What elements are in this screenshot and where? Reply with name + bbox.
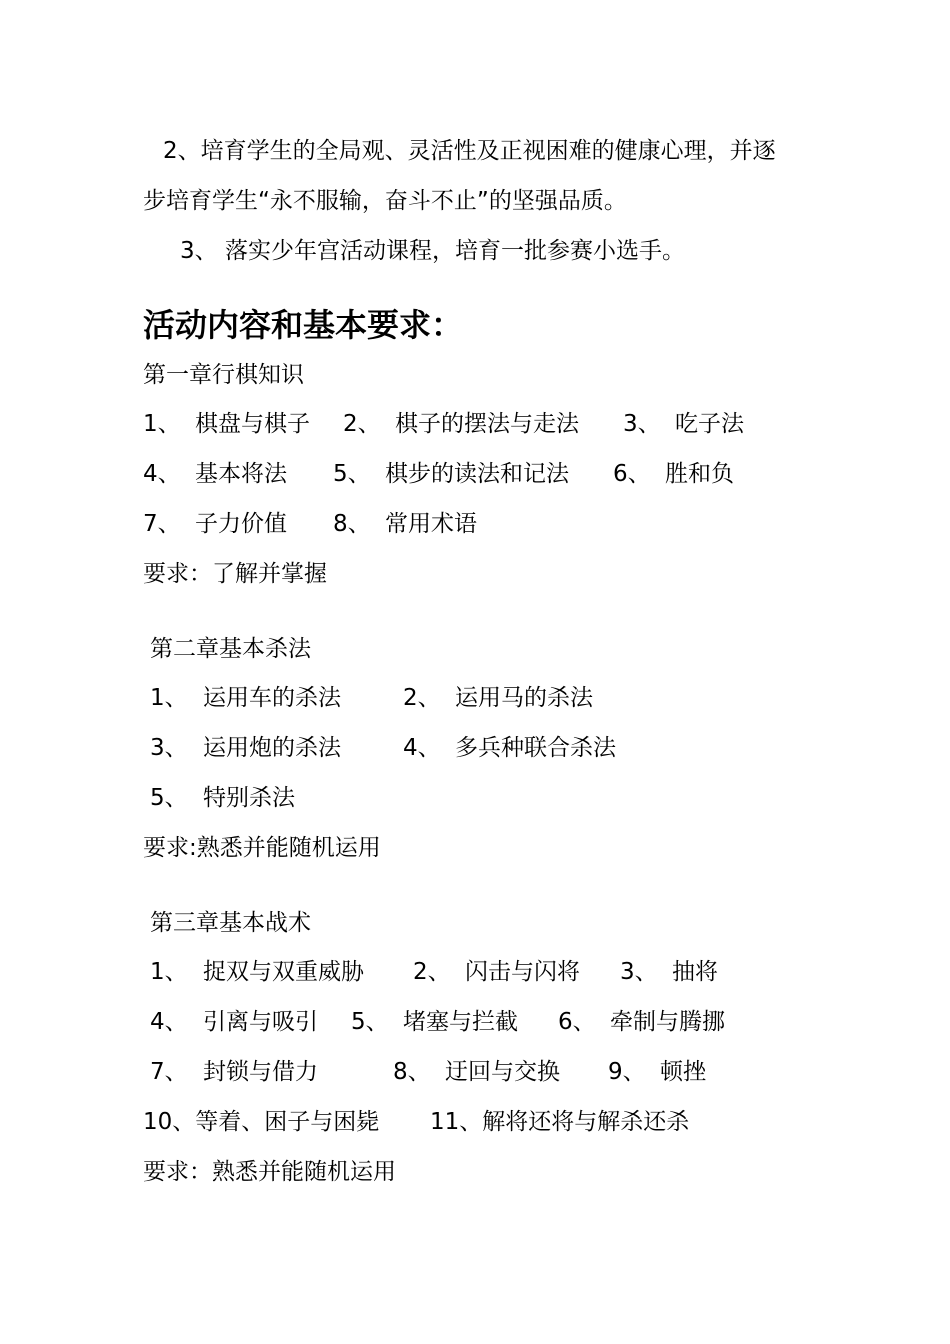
chapter-3-title: 第三章基本战术 bbox=[150, 910, 311, 936]
chapter-1-title: 第一章行棋知识 bbox=[143, 362, 304, 388]
list-item-number: 5、 bbox=[333, 461, 371, 487]
list-item: 常用术语 bbox=[385, 511, 477, 537]
list-item: 捉双与双重威胁 bbox=[203, 959, 364, 985]
list-item: 11、解将还将与解杀还杀 bbox=[430, 1109, 690, 1135]
list-item: 10、等着、困子与困毙 bbox=[143, 1109, 380, 1135]
list-item-number: 1、 bbox=[143, 411, 181, 437]
list-item-number: 3、 bbox=[623, 411, 661, 437]
chapter-2-requirement: 要求:熟悉并能随机运用 bbox=[143, 835, 381, 861]
list-item-number: 6、 bbox=[558, 1009, 596, 1035]
list-item: 吃子法 bbox=[675, 411, 744, 437]
goal-3: 3、 落实少年宫活动课程，培育一批参赛小选手。 bbox=[180, 238, 685, 264]
list-item-number: 1、 bbox=[150, 685, 188, 711]
list-item: 闪击与闪将 bbox=[465, 959, 580, 985]
list-item: 封锁与借力 bbox=[203, 1059, 318, 1085]
chapter-2-title: 第二章基本杀法 bbox=[150, 636, 311, 662]
list-item: 子力价值 bbox=[195, 511, 287, 537]
list-item: 棋盘与棋子 bbox=[195, 411, 310, 437]
list-item-number: 3、 bbox=[150, 735, 188, 761]
list-item: 抽将 bbox=[672, 959, 718, 985]
list-item-number: 1、 bbox=[150, 959, 188, 985]
list-item: 胜和负 bbox=[665, 461, 734, 487]
list-item-number: 7、 bbox=[150, 1059, 188, 1085]
list-item: 运用马的杀法 bbox=[455, 685, 593, 711]
list-item-number: 9、 bbox=[608, 1059, 646, 1085]
list-item-number: 2、 bbox=[413, 959, 451, 985]
list-item: 棋步的读法和记法 bbox=[385, 461, 569, 487]
list-item: 基本将法 bbox=[195, 461, 287, 487]
list-item-number: 5、 bbox=[351, 1009, 389, 1035]
list-item-number: 3、 bbox=[620, 959, 658, 985]
chapter-3-requirement: 要求：熟悉并能随机运用 bbox=[143, 1159, 396, 1185]
list-item: 引离与吸引 bbox=[203, 1009, 318, 1035]
list-item: 牵制与腾挪 bbox=[610, 1009, 725, 1035]
goal-2-line-1: 2、培育学生的全局观、灵活性及正视困难的健康心理，并逐 bbox=[163, 138, 776, 164]
list-item: 迂回与交换 bbox=[445, 1059, 560, 1085]
goal-2-line-2: 步培育学生“永不服输，奋斗不止”的坚强品质。 bbox=[143, 188, 627, 214]
list-item-number: 4、 bbox=[403, 735, 441, 761]
section-title: 活动内容和基本要求： bbox=[143, 306, 464, 344]
list-item: 多兵种联合杀法 bbox=[455, 735, 616, 761]
list-item: 顿挫 bbox=[660, 1059, 706, 1085]
chapter-1-requirement: 要求：了解并掌握 bbox=[143, 561, 327, 587]
list-item-number: 7、 bbox=[143, 511, 181, 537]
list-item: 棋子的摆法与走法 bbox=[395, 411, 579, 437]
list-item-number: 4、 bbox=[150, 1009, 188, 1035]
list-item: 特别杀法 bbox=[203, 785, 295, 811]
list-item: 运用炮的杀法 bbox=[203, 735, 341, 761]
list-item-number: 4、 bbox=[143, 461, 181, 487]
list-item-number: 2、 bbox=[403, 685, 441, 711]
list-item-number: 8、 bbox=[393, 1059, 431, 1085]
list-item-number: 8、 bbox=[333, 511, 371, 537]
list-item: 运用车的杀法 bbox=[203, 685, 341, 711]
list-item-number: 2、 bbox=[343, 411, 381, 437]
list-item-number: 5、 bbox=[150, 785, 188, 811]
list-item: 堵塞与拦截 bbox=[403, 1009, 518, 1035]
list-item-number: 6、 bbox=[613, 461, 651, 487]
